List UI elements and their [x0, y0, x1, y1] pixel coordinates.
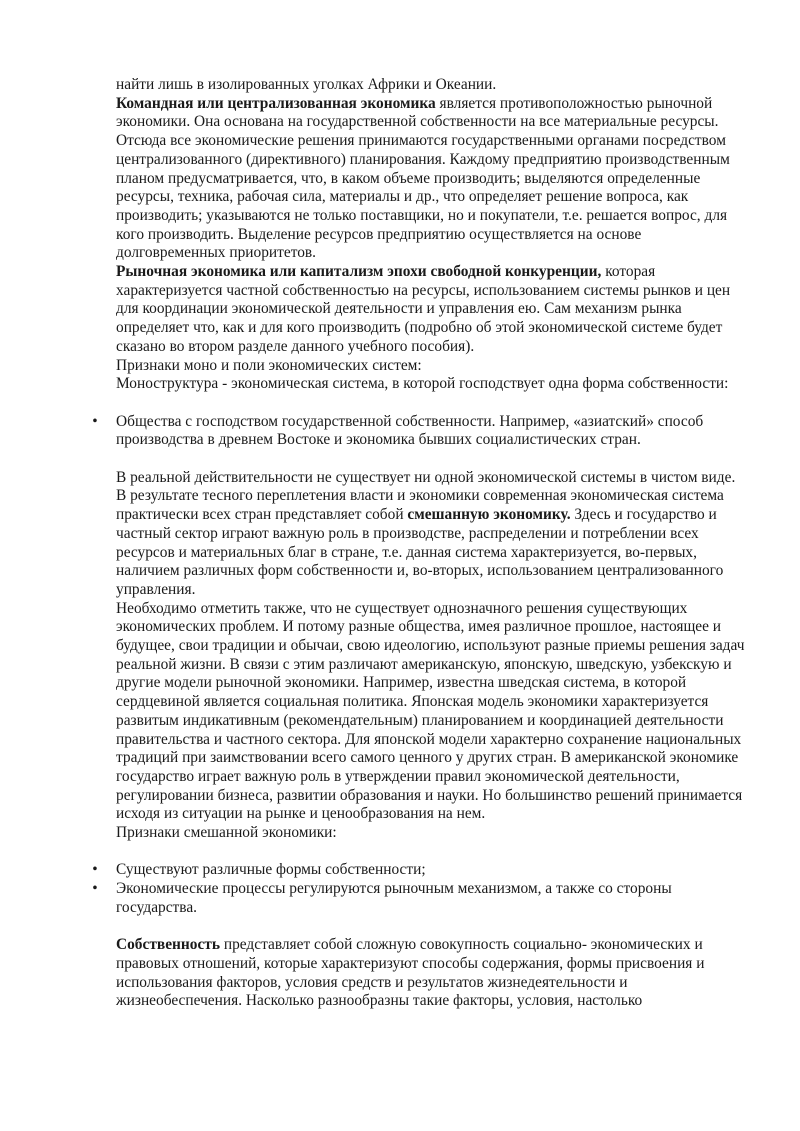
term-market-economy: Рыночная экономика или капитализм эпохи свободной конкуренции, — [116, 263, 602, 281]
paragraph-text: В реальной действительности не существует ни одной экономической системы в чистом виде. В результате тесного переплетения власти и экономики современная экономическая система практически всех стран представляет собой — [116, 468, 736, 524]
list-item-text: Общества с господством государственной собственности. Например, «азиатский» способ производства в древнем Востоке и экономика бывших социалистических стран. — [116, 412, 704, 449]
bullet-icon: • — [92, 861, 98, 879]
list-item-text: Существуют различные формы собственности; — [116, 861, 426, 879]
blank-line — [116, 394, 746, 413]
bullet-icon: • — [92, 412, 98, 430]
term-mixed-economy: смешанную экономику. — [407, 506, 571, 524]
paragraph-economic-models: Необходимо отметить также, что не существует однозначного решения существующих экономических проблем. И потому разные общества, имея различное прошлое, настоящее и будущее, свои традиции и обычаи, свою идеологию, используют разные приемы решения задач реальной жизни. В связи с этим различают американскую, японскую, шведскую, узбекскую и другие модели рыночной экономики. Например, известна шведская система, в которой сердцевиной является социальная политика. Японская модель экономики характеризуется развитым индикативным (рекомендательным) планированием и координацией деятельности правительства и частного сектора. Для японской модели характерно сохранение национальных традиций при заимствовании всего самого ценного у других стран. В американской экономике государство играет важную роль в утверждении правил экономической деятельности, регулировании бизнеса, развитии образования и науки. Но большинство решений принимается исходя из ситуации на рынке и ценообразования на нем. — [116, 599, 745, 823]
term-property: Собственность — [116, 936, 220, 954]
paragraph-text: Здесь и государство и частный сектор играют важную роль в производстве, распределении и потреблении всех ресурсов и материальных благ в стране, т.е. данная система характеризуется, во-первых, наличием различных форм собственности и, во-вторых, использованием централизованного управления. — [116, 506, 724, 598]
list-item-text: Экономические процессы регулируются рыночным механизмом, а также со стороны государства. — [116, 880, 672, 916]
blank-line — [116, 843, 746, 862]
term-command-economy: Командная или централизованная экономика — [116, 94, 436, 112]
paragraph-text: которая характеризуется частной собственностью на ресурсы, использованием системы рынков и цен для координации экономической деятельности и управления ею. Сам механизм рынка определяет что, как и для кого производить (подробно об этой экономической системе будет сказано во втором разделе данного учебного пособия). — [116, 263, 731, 355]
list-item — [92, 880, 746, 917]
paragraph-intro: найти лишь в изолированных уголках Африки и Океании. — [116, 76, 497, 93]
paragraph-mixed-economy — [116, 469, 746, 600]
paragraph-mono-poli-heading: Признаки моно и поли экономических систем: — [116, 356, 422, 374]
paragraph-command-economy — [116, 95, 746, 263]
document-page — [92, 76, 746, 1011]
blank-line — [116, 450, 746, 469]
bullet-list-monostructure — [92, 412, 746, 450]
bullet-icon: • — [92, 880, 98, 898]
paragraph-property — [116, 936, 746, 1011]
bullet-list-mixed-features — [92, 861, 746, 917]
list-item — [92, 861, 746, 880]
blank-line — [116, 918, 746, 937]
paragraph-text: является противоположностью рыночной экономики. Она основана на государственной собственности на все материальные ресурсы. Отсюда все экономические решения принимаются государственными органами посредством централизованного (директивного) планирования. Каждому предприятию производственным планом предусматривается, что, в каком объеме производить; выделяются определенные ресурсы, техника, рабочая сила, материалы и др., что определяет решение вопроса, как производить; указываются не только поставщики, но и покупатели, т.е. решается вопрос, для кого производить. Выделение ресурсов предприятию осуществляется на основе долговременных приоритетов. — [116, 94, 730, 262]
list-item — [92, 412, 746, 450]
paragraph-market-economy — [116, 263, 746, 357]
paragraph-text: представляет собой сложную совокупность социально- экономических и правовых отношений, которые характеризуют способы содержания, формы присвоения и использования факторов, условия средств и результатов жизнедеятельности и жизнеобеспечения. Насколько разнообразны такие факторы, условия, настолько — [116, 936, 705, 1010]
paragraph-mixed-features-heading: Признаки смешанной экономики: — [116, 824, 337, 842]
paragraph-monostructure: Моноструктура - экономическая система, в которой господствует одна форма собственности: — [116, 375, 729, 393]
